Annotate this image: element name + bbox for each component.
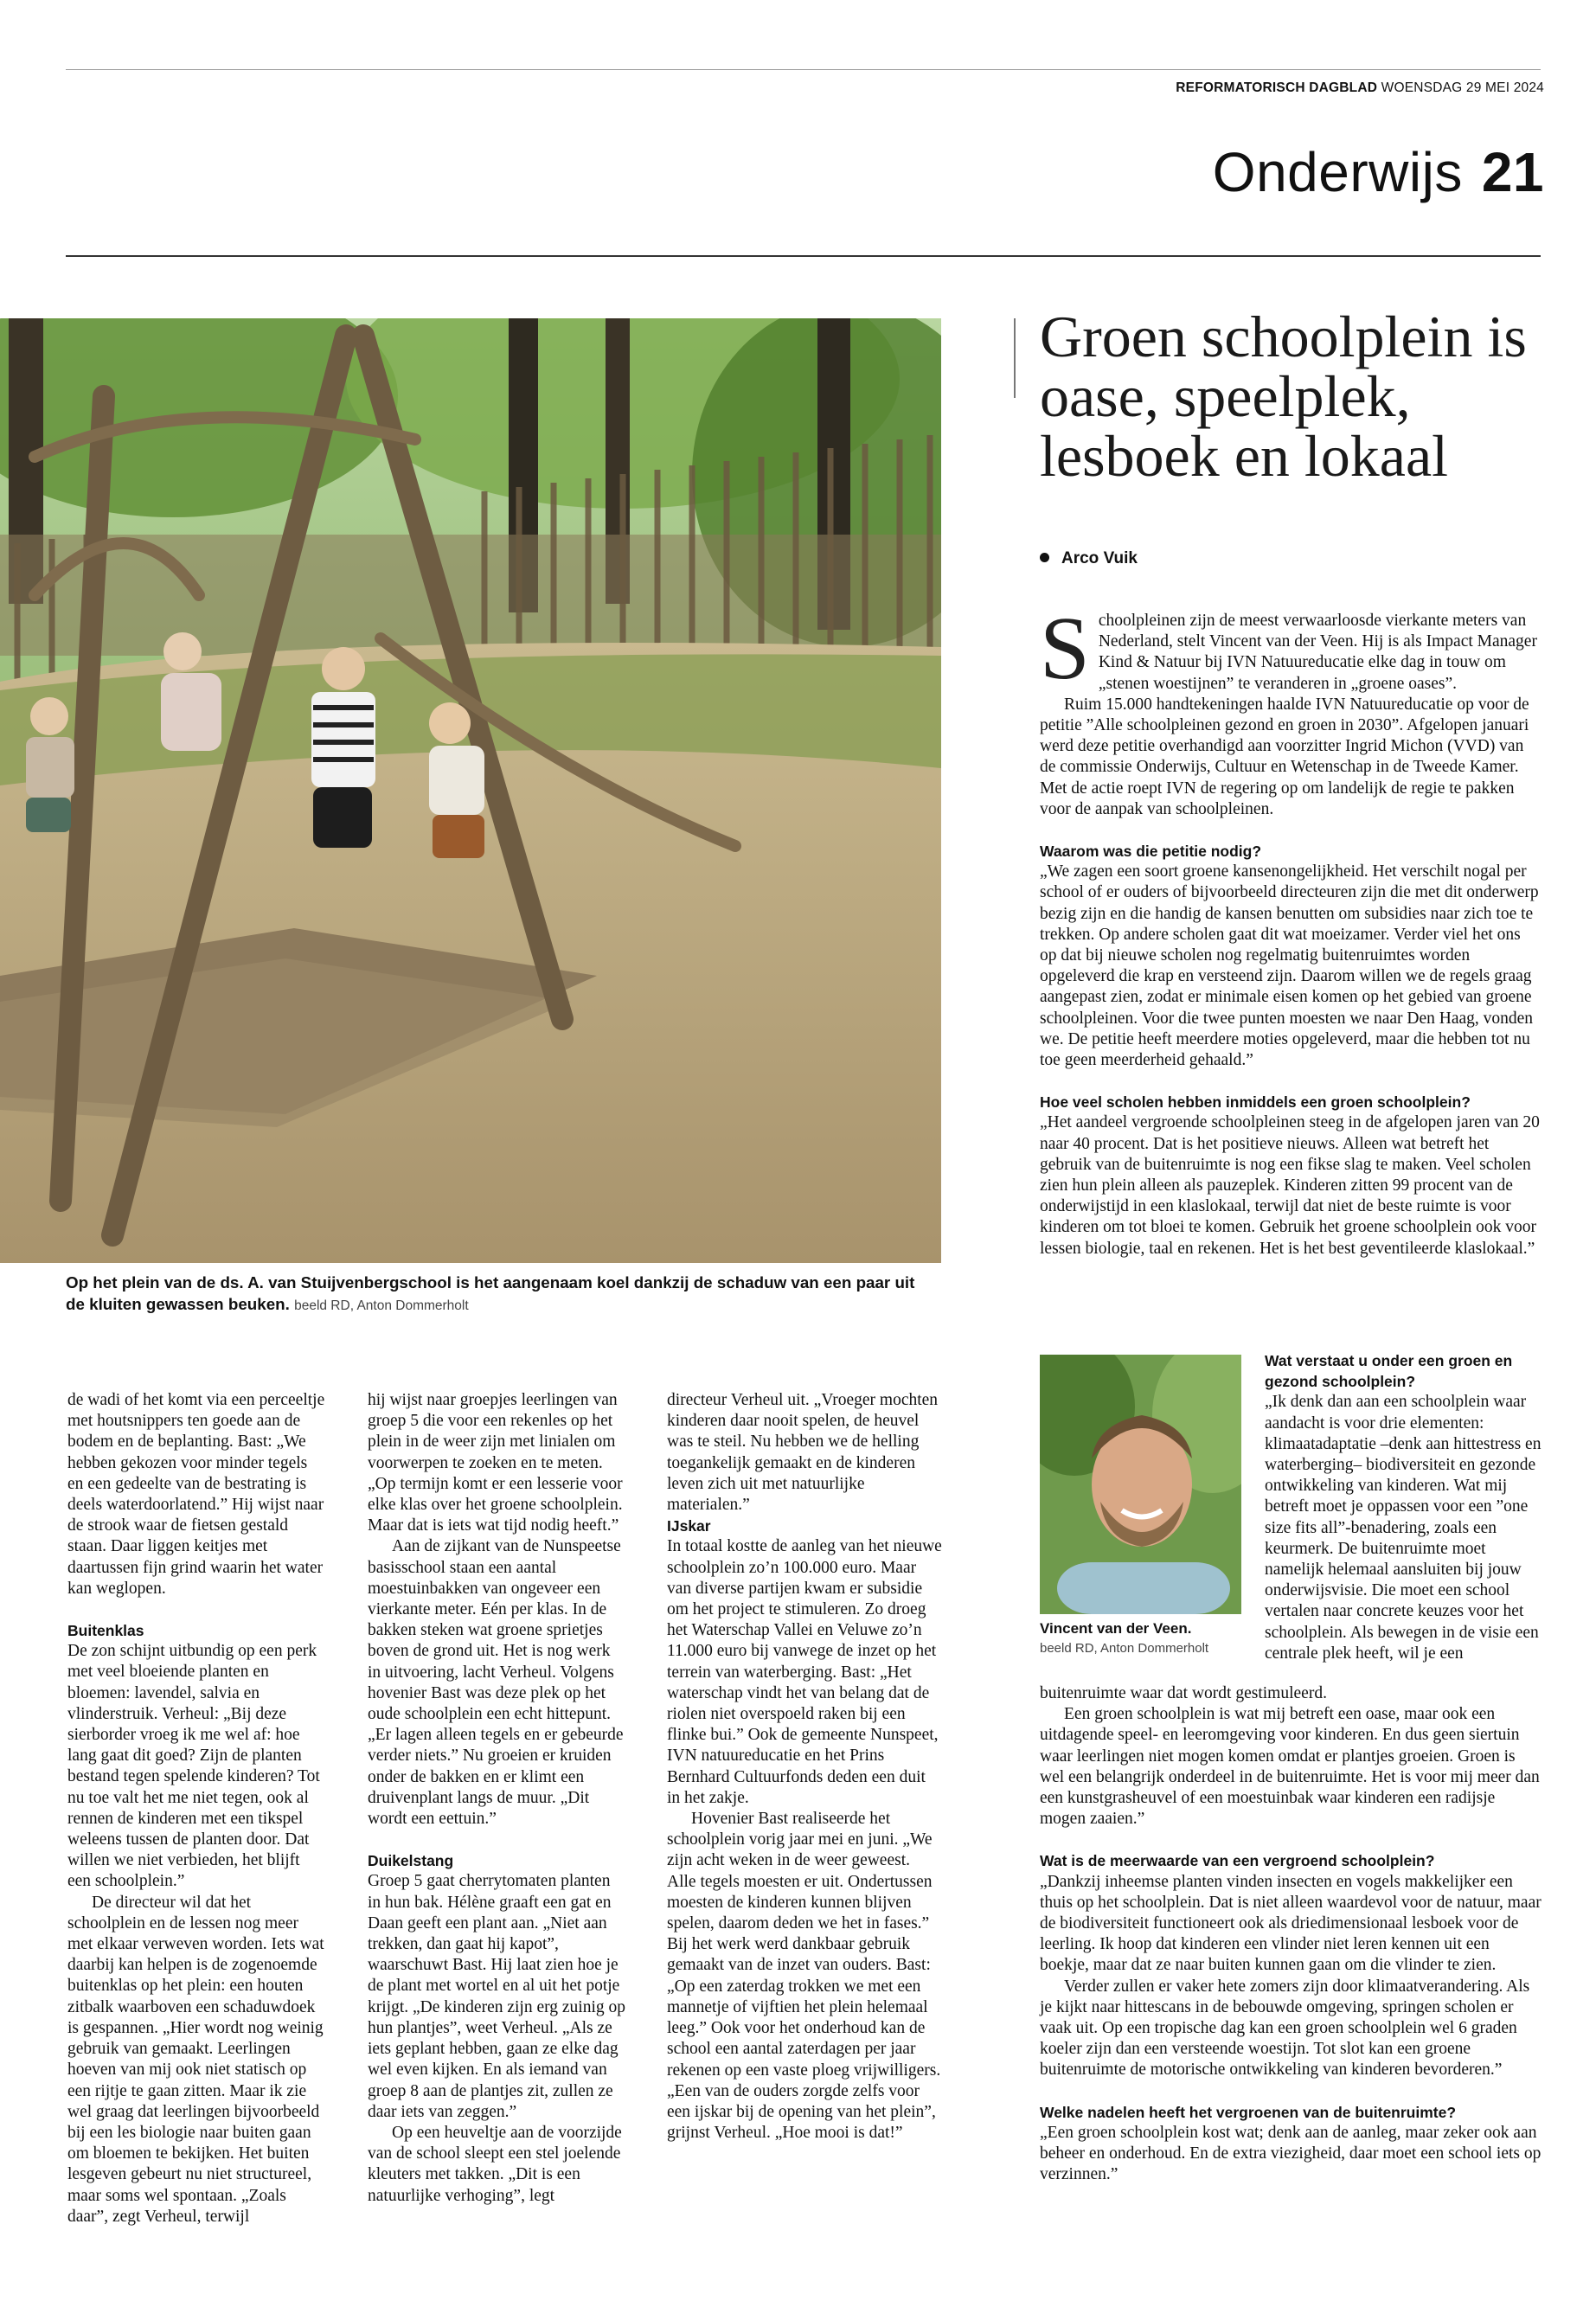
main-photo (0, 318, 941, 1263)
interview-question: Welke nadelen heeft het vergroenen van de buitenruimte? (1040, 2103, 1457, 2121)
paragraph: Groep 5 gaat cherrytomaten planten in hun bak. Hélène graaft een gat en Daan geeft een plant aan. „Niet aan trekken, dan gaat hij kapot”, waarschuwt Bast. Hij laat zien hoe je de plant met wortel en al uit het potje krijgt. „De kinderen zijn erg zuinig op hun plantjes”, weet Verheul. „Als ze iets geplant hebben, gaan ze elke dag wel even kijken. En als iemand van groep 8 aan de plantjes zit, zullen ze daar iets van zeggen.” (368, 1872, 626, 2121)
portrait-caption-text: Vincent van der Veen. (1040, 1620, 1192, 1637)
lead-article (1040, 599, 1540, 1259)
paragraph: Aan de zijkant van de Nunspeetse basisschool staan een aantal moestuinbakken van ongeveer een vierkante meter. Eén per klas. In de bakken steken wat groene sprietjes boven de grond uit. Het is nog werk in uitvoering, lacht Verheul. Volgens hovenier Bast was deze plek op het oude schoolplein een echt hittepunt. „Er lagen alleen tegels en er gebeurde verder niets.” Nu groeien er kruiden onder de bakken en er klimt een druivenplant langs de muur. „Dit wordt een eettuin.” (368, 1537, 624, 1829)
paragraph: Ruim 15.000 handtekeningen haalde IVN Natuureducatie op voor de petitie ”Alle schoolpleinen gezond en groen in 2030”. Afgelopen januari werd deze petitie overhandigd aan voorzitter Ingrid Michon (VVD) van de commissie Onderwijs, Cultuur en Wetenschap in de Tweede Kamer. Met de actie roept IVN de regering op om landelijk de regie te pakken voor de aanpak van schoolpleinen. (1040, 695, 1529, 818)
lead-text: choolpleinen zijn de meest verwaarloosde vierkante meters van Nederland, stelt Vincent van der Veen. Hij is als Impact Manager Kind & Natuur bij IVN Natuureducatie elke dag in touw om „stenen woestijnen” te veranderen in „groene oases”. (1098, 612, 1537, 693)
interview-side-column (1265, 1350, 1542, 1664)
photo-caption (66, 1272, 931, 1317)
interview-answer: buitenruimte waar dat wordt gestimuleerd. (1040, 1684, 1327, 1702)
interview-continued (1040, 1683, 1542, 2185)
portrait-credit: beeld RD, Anton Dommerholt (1040, 1641, 1209, 1656)
paragraph: Op een heuveltje aan de voorzijde van de school sleept een stel joelende kleuters met takken. „Dit is een natuurlijke verhoging”, legt (368, 2123, 622, 2205)
headline-rule (1014, 318, 1016, 398)
photo-credit: beeld RD, Anton Dommerholt (294, 1298, 469, 1313)
portrait-photo (1040, 1355, 1241, 1614)
paragraph: Een groen schoolplein is wat mij betreft een oase, maar ook een uitdagende speel- en leeromgeving voor kinderen. En dus geen siertuin waar leerlingen niet mogen komen omdat er plantjes groeien. Groen is wel een belangrijk onderdeel in de buitenruimte. Het is voor mij meer dan een kunstgrasheuvel of een moestuinbak waar kinderen een radijsje mogen zaaien.” (1040, 1705, 1540, 1829)
interview-question: Hoe veel scholen hebben inmiddels een groen schoolplein? (1040, 1093, 1471, 1112)
headline: Groen schoolplein is oase, speelplek, lesboek en lokaal (1040, 304, 1527, 489)
interview-answer: „Dankzij inheemse planten vinden insecten en vogels makkelijker een thuis op het schoolplein. Dat is niet alleen waardevol voor de natuur, maar de biodiversiteit functioneert ook als driedimensionaal lesboek voor de leerling. Ik hoop dat kinderen een vlinder niet leren kennen uit een boekje, maar dat ze naar buiten kunnen gaan om die vlinder te zien. (1040, 1872, 1542, 1975)
paragraph: In totaal kostte de aanleg van het nieuwe schoolplein zo’n 100.000 euro. Maar van diverse partijen kwam er subsidie om het project te stimuleren. Zo droeg het Waterschap Vallei en Veluwe zo’n 11.000 euro bij vanwege de inzet op het terrein van waterberging. Bast: „Het waterschap vindt het van belang dat de riolen niet overspoeld raken bij een flinke bui.” Ook de gemeente Nunspeet, IVN natuureducatie en het Prins Bernhard Cultuurfonds deden een duit in het zakje. (667, 1537, 942, 1807)
subheading: Buitenklas (67, 1622, 144, 1640)
lead-paragraph (1040, 599, 1540, 698)
portrait-image (1040, 1355, 1241, 1614)
section-name: Onderwijs (1212, 141, 1463, 203)
article-column-1 (67, 1390, 327, 2227)
interview-answer: „Een groen schoolplein kost wat; denk aan de aanleg, maar zeker ook aan beheer en onderhoud. En de extra viezigheid, daar moet een school iets op verzinnen.” (1040, 2123, 1542, 2184)
paragraph: directeur Verheul uit. „Vroeger mochten kinderen daar nooit spelen, de heuvel was te steil. Nu hebben we de helling toegankelijk gemaakt en de kinderen leven zich uit met natuurlijke materialen.” (667, 1391, 939, 1515)
schoolyard-photo (0, 318, 941, 1263)
interview-question: Wat is de meerwaarde van een vergroend schoolplein? (1040, 1852, 1435, 1870)
drop-cap: S (1040, 599, 1090, 698)
interview-answer: „Het aandeel vergroende schoolpleinen steeg in de afgelopen jaren van 20 naar 40 procent. Dat is het positieve nieuws. Alleen wat betreft het gebruik van de buitenruimte is nog een fikse slag te maken. Veel scholen zien hun plein alleen als pauzeplek. Kinderen zitten 99 procent van de onderwijstijd in een klaslokaal, terwijl dat niet de beste ruimte is voor kinderen om tot bloei te komen. Gebruik het groene schoolplein ook voor lessen biologie, taal en rekenen. Het is het best geventileerde klaslokaal.” (1040, 1113, 1540, 1258)
page-number: 21 (1481, 141, 1544, 203)
byline (1040, 549, 1138, 568)
paragraph: Hovenier Bast realiseerde het schoolplein vorig jaar mei en juni. „We zijn acht weken in de weer geweest. Alle tegels moesten er uit. Ondertussen moesten de kinderen kunnen blijven spelen, daarom deden we het in fases.” Bij het werk werd dankbaar gebruik gemaakt van de inzet van ouders. Bast: „Op een zaterdag trokken we met een mannetje of vijftien het plein helemaal leeg.” Ook voor het onderhoud kan de school een aantal zaterdagen per jaar rekenen op een vaste ploeg vrijwilligers. „Een van de ouders zorgde zelfs voor een ijskar bij de opening van het plein”, grijnst Verheul. „Hoe mooi is dat!” (667, 1810, 941, 2143)
author-name: Arco Vuik (1061, 549, 1138, 567)
byline-bullet-icon (1040, 553, 1049, 562)
article-column-2 (368, 1390, 627, 2207)
interview-answer: „We zagen een soort groene kansenongelijkheid. Het verschilt nogal per school of er ouders of bijvoorbeeld directeuren zijn die met dit onderwerp bezig zijn en die handig de kansen benutten om subsidies naar zich toe te trekken. Op andere scholen gaat dit wat moeizamer. Verder viel het ons op dat bij nieuwe scholen nog regelmatig buitenruimtes worden opgeleverd die krap en versteend zijn. Daarom willen we de regels graag aangepast zien, zodat er minimale eisen komen op het gebied van groene schoolpleinen. Voor die twee punten moesten we naar Den Haag, vonden we. De petitie heeft meerdere moties opgeleverd, maar die hebben tot nu toe geen meerderheid gehaald.” (1040, 862, 1539, 1070)
portrait-caption (1040, 1618, 1247, 1658)
top-rule (66, 69, 1541, 70)
section-header (1213, 140, 1544, 204)
paragraph: De zon schijnt uitbundig op een perk met veel bloeiende planten en bloemen: lavendel, salvia en vlinderstruik. Verheul: „Bij deze sierborder vroeg ik me wel af: hoe lang gaat dit goed? Zijn de planten bestand tegen spelende kinderen? Tot nu toe valt het me niet tegen, ook al rennen de kinderen met een tikspel weleens tussen de planten door. Dat willen we niet verbieden, het blijft een schoolplein.” (67, 1642, 320, 1891)
paragraph: de wadi of het komt via een perceeltje met houtsnippers ten goede aan de bodem en de beplanting. Bast: „We hebben gekozen voor minder tegels en een gedeelte van de bestrating is deels waterdoorlatend.” Hij wijst naar de strook waar de fietsen gestald staan. Daar liggen keitjes met daartussen fijn grind waarin het water kan weglopen. (67, 1391, 325, 1598)
interview-question: Waarom was die petitie nodig? (1040, 843, 1262, 861)
section-rule (66, 255, 1541, 257)
masthead (1176, 80, 1544, 96)
article-column-3 (667, 1390, 942, 2144)
interview-question: Wat verstaat u onder een groen en gezond schoolplein? (1265, 1352, 1513, 1391)
paragraph: Verder zullen er vaker hete zomers zijn door klimaatverandering. Als je kijkt naar hittescans in de bebouwde omgeving, springen scholen er vaak uit. Op een tropische dag kan een groen schoolplein wel 6 graden koeler zijn dan een versteende woestijn. Tot slot kan een groene buitenruimte de motorische ontwikkeling van kinderen bevorderen.” (1040, 1977, 1530, 2080)
photo-caption-text: Op het plein van de ds. A. van Stuijvenbergschool is het aangenaam koel dankzij de schaduw van een paar uit de kluiten gewassen beuken. (66, 1273, 915, 1313)
interview-answer: „Ik denk dan aan een schoolplein waar aandacht is voor drie elementen: klimaatadaptatie –denk aan hittestress en waterberging– biodiversiteit en gezonde ontwikkeling van kinderen. Wat mij betreft moet je oppassen voor een ”one size fits all”-benadering, zoals een keurmerk. De buitenruimte moet namelijk helemaal aansluiten bij jouw onderwijsvisie. Die moet een school vertalen naar concrete keuzes voor het schoolplein. Als bewegen in de visie een centrale plek heeft, wil je een (1265, 1393, 1542, 1663)
issue-date: WOENSDAG 29 MEI 2024 (1381, 80, 1544, 95)
subheading: Duikelstang (368, 1852, 454, 1870)
subheading: IJskar (667, 1517, 711, 1535)
paragraph: hij wijst naar groepjes leerlingen van groep 5 die voor een rekenles op het plein in de weer zijn met linialen om voorwerpen te zoeken en te meten. „Op termijn komt er een lesserie voor elke klas over het groene schoolplein. Maar dat is iets wat tijd nodig heeft.” (368, 1391, 623, 1535)
paragraph: De directeur wil dat het schoolplein en de lessen nog meer met elkaar verweven worden. Iets wat daarbij kan helpen is de zogenoemde buitenklas op het plein: een houten zitbalk waarboven een schaduwdoek is gespannen. „Hier wordt nog weinig gebruik van gemaakt. Leerlingen hoeven van mij ook niet statisch op een rijtje te gaan zitten. Maar ik zie wel graag dat leerlingen bijvoorbeeld bij een les biologie naar buiten gaan om bloemen te bekijken. Het buiten lesgeven gebeurt nu niet structureel, maar soms wel spontaan. „Zoals daar”, zegt Verheul, terwijl (67, 1893, 324, 2226)
newspaper-name: REFORMATORISCH DAGBLAD (1176, 80, 1378, 95)
